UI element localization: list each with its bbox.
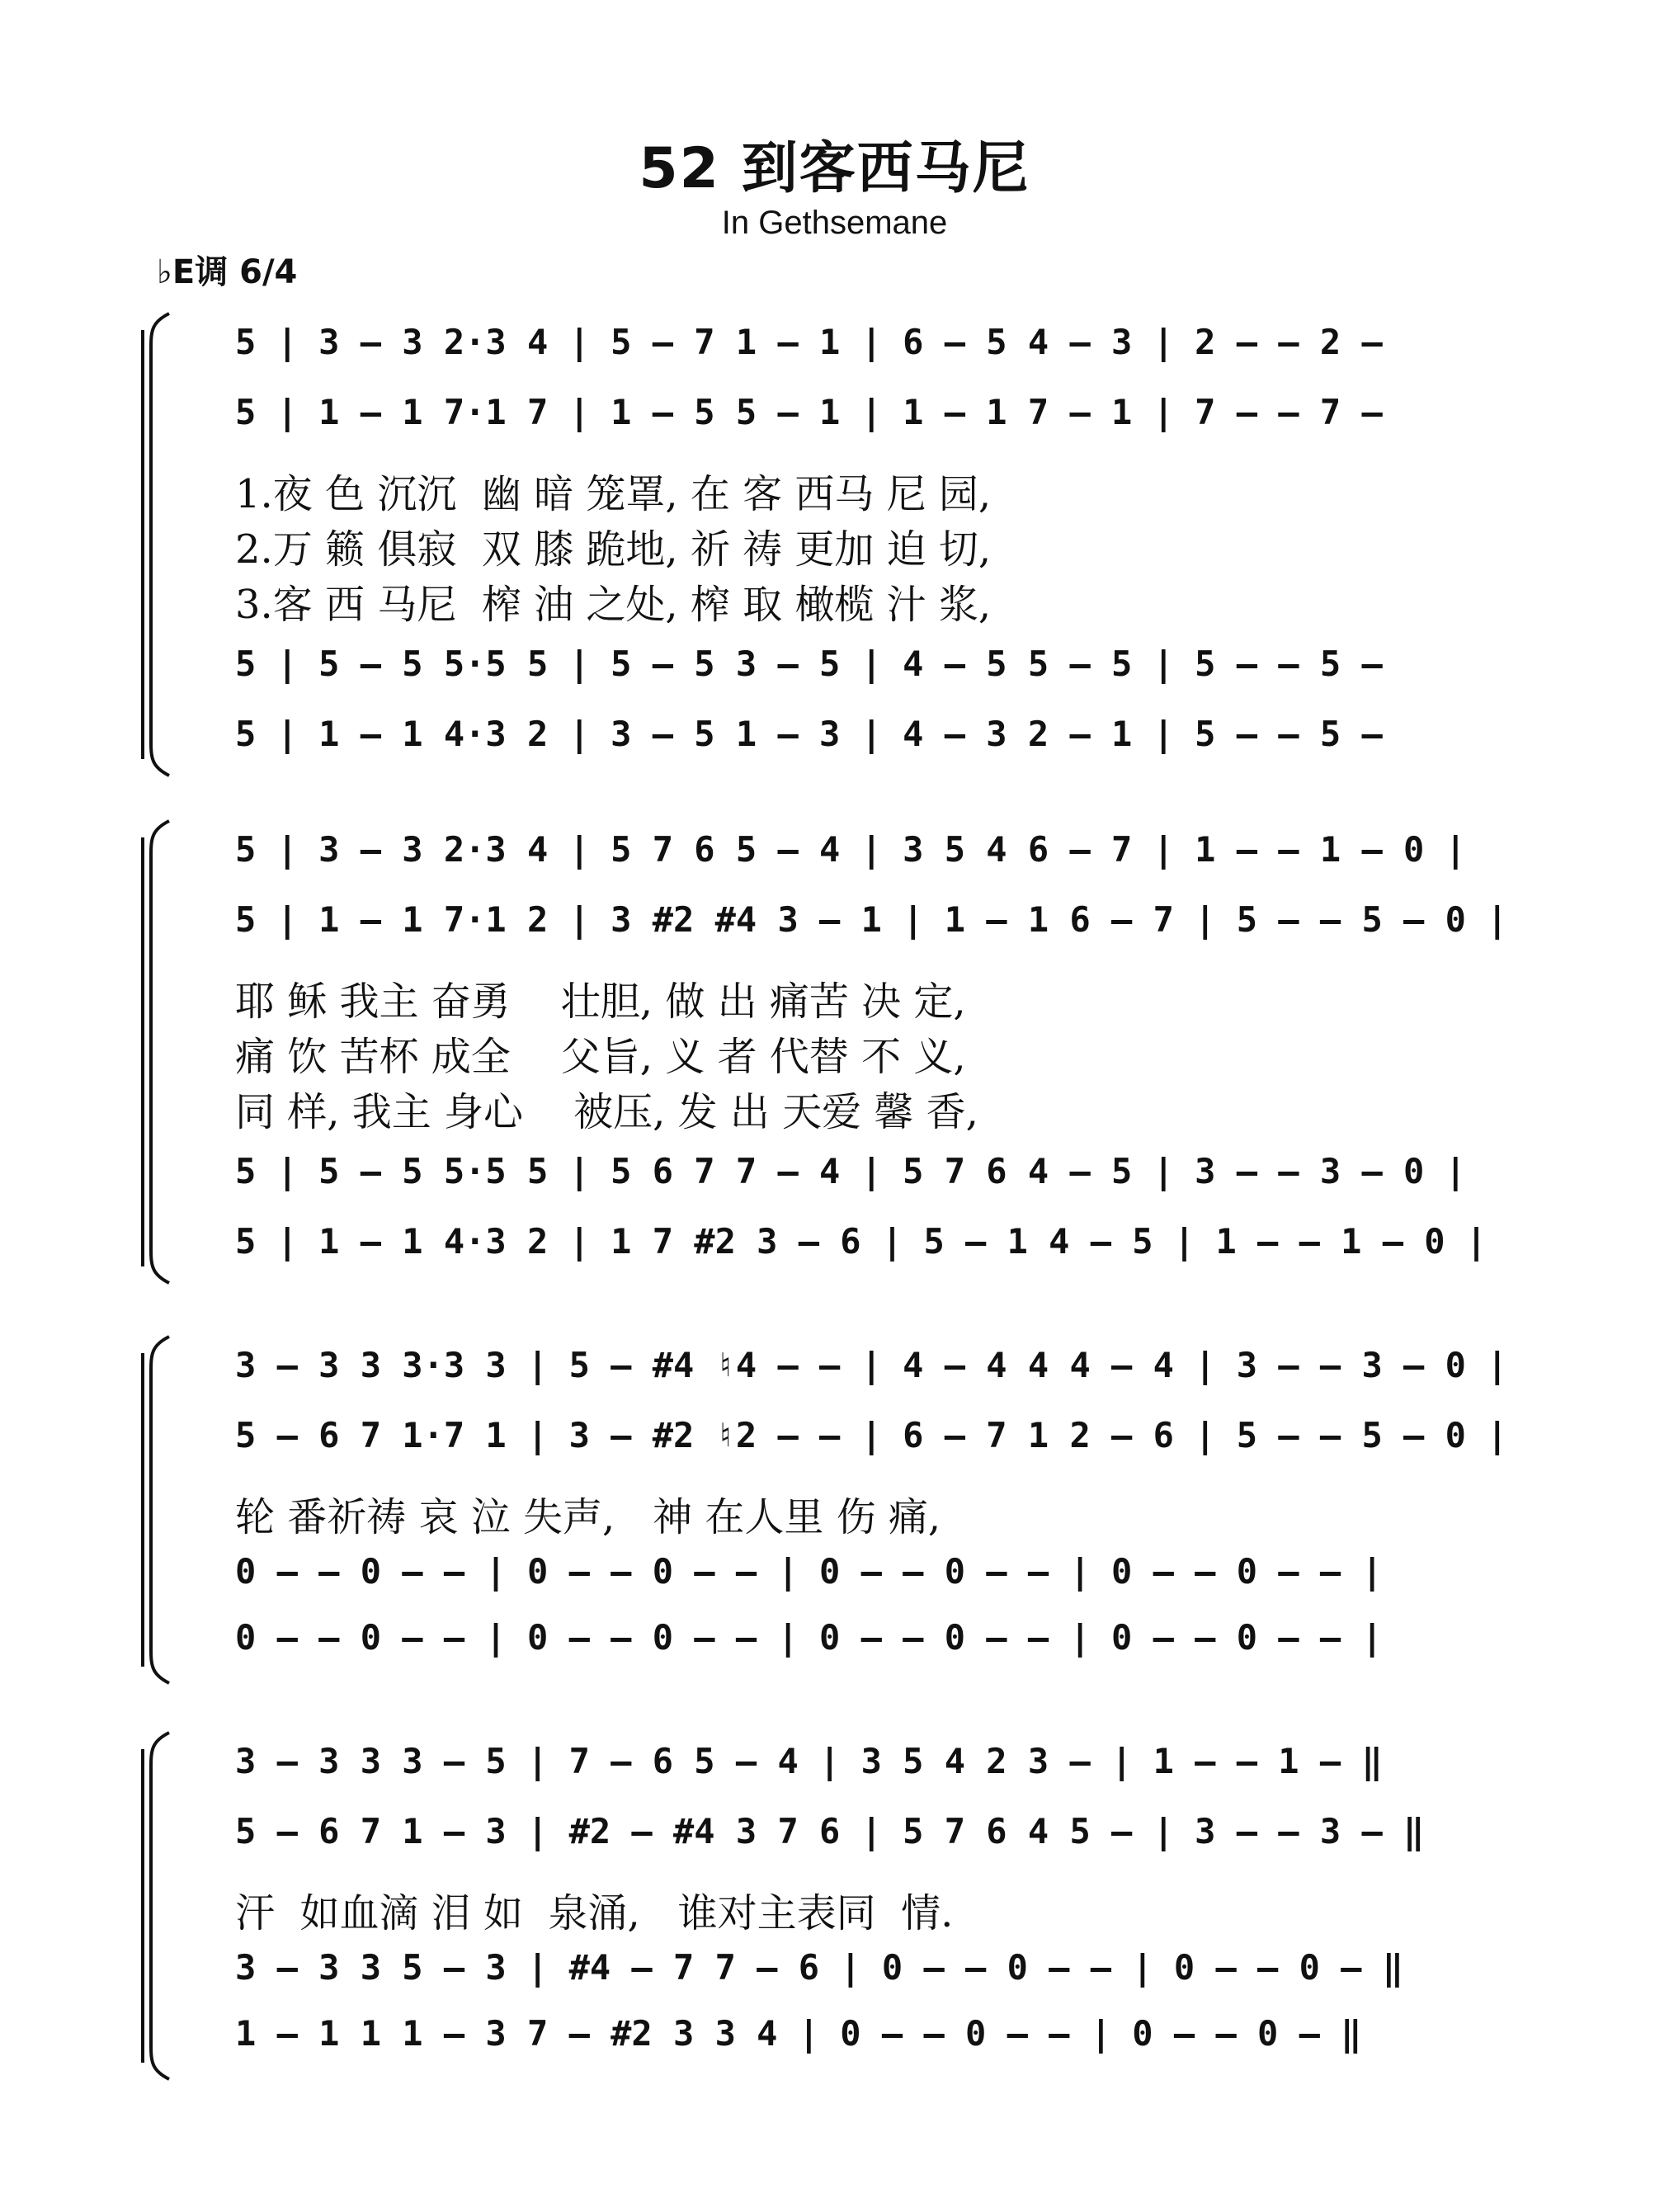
voice-soprano: 5 | 3 — 3 2·3 4 | 5 7 6 5 — 4 | 3 5 4 6 — 7 | 1 — — 1 — 0 | — [235, 829, 1466, 870]
page-title: 52 到客西马尼 — [639, 136, 1030, 201]
system-2 — [136, 813, 1555, 1291]
lyric-verse-2: 痛 饮 苦杯 成全 父旨, 义 者 代替 不 义, — [235, 1034, 966, 1080]
key-signature: ♭E调 6/4 — [157, 253, 298, 291]
voice-alto: 5 — 6 7 1·7 1 | 3 — #2 ♮2 — — | 6 — 7 1 2 — 6 | 5 — — 5 — 0 | — [235, 1415, 1508, 1455]
voice-tenor: 3 — 3 3 5 — 3 | #4 — 7 7 — 6 | 0 — — 0 — — | 0 — — 0 — ‖ — [235, 1947, 1404, 1988]
voice-bass: 5 | 1 — 1 4·3 2 | 1 7 #2 3 — 6 | 5 — 1 4 — 5 | 1 — — 1 — 0 | — [235, 1221, 1487, 1262]
voice-tenor: 5 | 5 — 5 5·5 5 | 5 — 5 3 — 5 | 4 — 5 5 — 5 | 5 — — 5 — — [235, 644, 1383, 684]
lyric-verse-1: 汗 如血滴 泪 如 泉涌, 谁对主表同 情. — [235, 1890, 954, 1936]
voice-bass: 1 — 1 1 1 — 3 7 — #2 3 3 4 | 0 — — 0 — — | 0 — — 0 — ‖ — [235, 2013, 1362, 2054]
voice-tenor: 0 — — 0 — — | 0 — — 0 — — | 0 — — 0 — — | 0 — — 0 — — | — [235, 1551, 1383, 1592]
voice-tenor: 5 | 5 — 5 5·5 5 | 5 6 7 7 — 4 | 5 7 6 4 — 5 | 3 — — 3 — 0 | — [235, 1151, 1466, 1191]
system-1 — [136, 305, 1555, 784]
system-bracket — [136, 1724, 177, 2087]
system-bracket — [136, 813, 177, 1291]
lyric-verse-3: 3.客 西 马尼 榨 油 之处, 榨 取 橄榄 汁 浆, — [235, 582, 992, 628]
system-3 — [136, 1328, 1555, 1691]
voice-alto: 5 | 1 — 1 7·1 2 | 3 #2 #4 3 — 1 | 1 — 1 6 — 7 | 5 — — 5 — 0 | — [235, 899, 1508, 940]
voice-soprano: 3 — 3 3 3·3 3 | 5 — #4 ♮4 — — | 4 — 4 4 4 — 4 | 3 — — 3 — 0 | — [235, 1345, 1508, 1385]
lyric-verse-1: 轮 番祈祷 哀 泣 失声, 神 在人里 伤 痛, — [235, 1494, 941, 1540]
voice-soprano: 5 | 3 — 3 2·3 4 | 5 — 7 1 — 1 | 6 — 5 4 — 3 | 2 — — 2 — — [235, 322, 1383, 362]
system-bracket — [136, 1328, 177, 1691]
voice-alto: 5 | 1 — 1 7·1 7 | 1 — 5 5 — 1 | 1 — 1 7 — 1 | 7 — — 7 — — [235, 392, 1383, 432]
voice-bass: 5 | 1 — 1 4·3 2 | 3 — 5 1 — 3 | 4 — 3 2 — 1 | 5 — — 5 — — [235, 714, 1383, 754]
page-subtitle: In Gethsemane — [721, 205, 948, 241]
lyric-verse-1: 1.夜 色 沉沉 幽 暗 笼罩, 在 客 西马 尼 园, — [235, 471, 992, 517]
lyric-verse-1: 耶 稣 我主 奋勇 壮胆, 做 出 痛苦 决 定, — [235, 979, 966, 1025]
voice-alto: 5 — 6 7 1 — 3 | #2 — #4 3 7 6 | 5 7 6 4 5 — | 3 — — 3 — ‖ — [235, 1811, 1425, 1851]
voice-soprano: 3 — 3 3 3 — 5 | 7 — 6 5 — 4 | 3 5 4 2 3 — | 1 — — 1 — ‖ — [235, 1741, 1383, 1781]
system-4 — [136, 1724, 1555, 2087]
lyric-verse-3: 同 样, 我主 身心 被压, 发 出 天爱 馨 香, — [235, 1089, 978, 1135]
lyric-verse-2: 2.万 籁 俱寂 双 膝 跪地, 祈 祷 更加 迫 切, — [235, 526, 992, 573]
voice-bass: 0 — — 0 — — | 0 — — 0 — — | 0 — — 0 — — | 0 — — 0 — — | — [235, 1617, 1383, 1658]
system-bracket — [136, 305, 177, 784]
